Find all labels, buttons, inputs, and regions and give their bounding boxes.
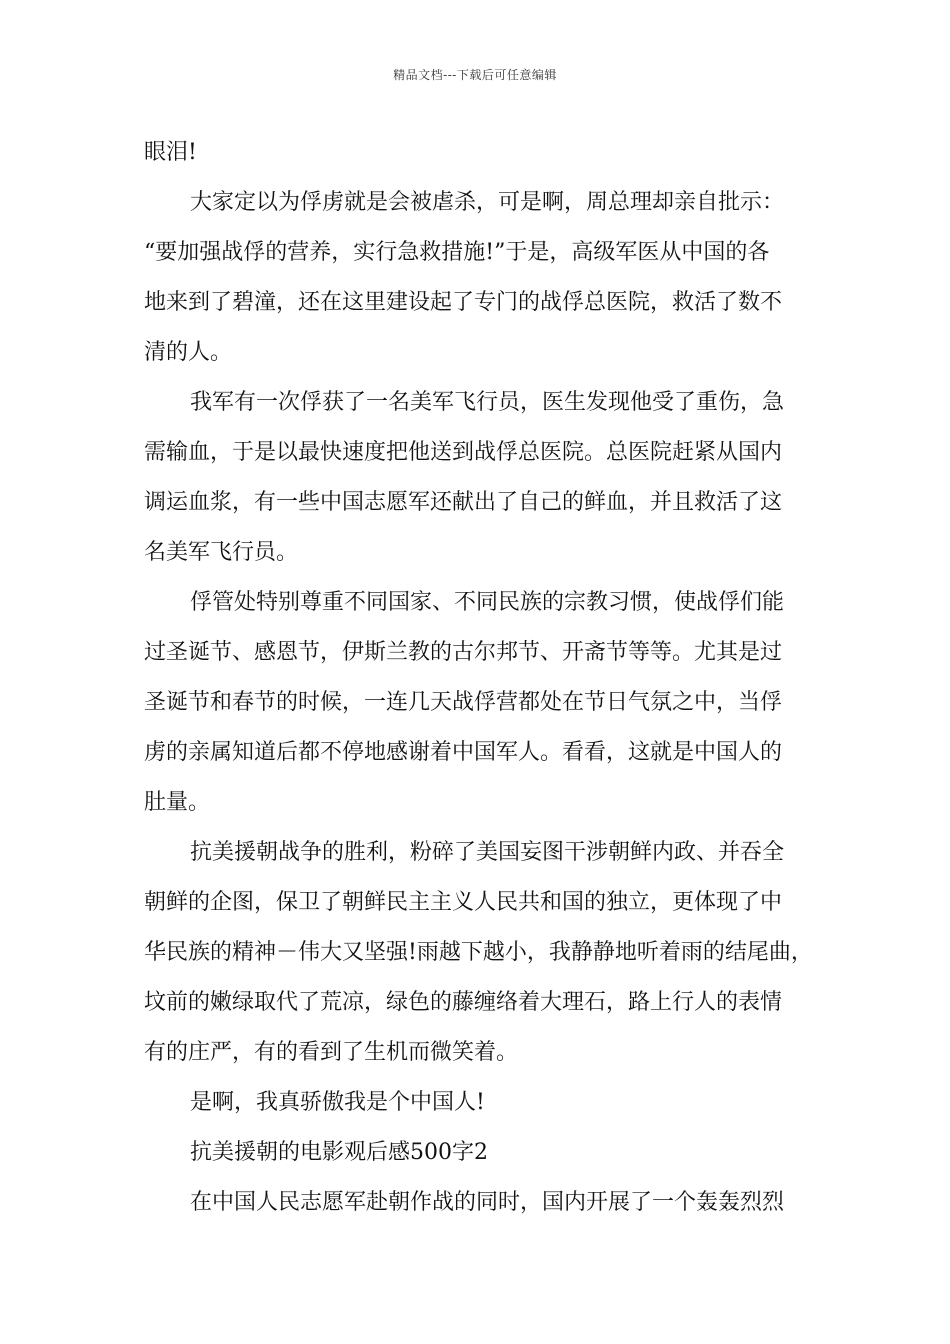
text-line: 坟前的嫩绿取代了荒凉，绿色的藤缠络着大理石，路上行人的表情 — [144, 990, 783, 1015]
text-line: 调运血浆，有一些中国志愿军还献出了自己的鲜血，并且救活了这 — [144, 490, 783, 515]
text-line: 虏的亲属知道后都不停地感谢着中国军人。看看，这就是中国人的 — [144, 740, 783, 765]
text-line: 朝鲜的企图，保卫了朝鲜民主主义人民共和国的独立，更体现了中 — [144, 890, 783, 915]
text-line: 在中国人民志愿军赴朝作战的同时，国内开展了一个轰轰烈烈 — [190, 1190, 785, 1215]
text-line: 地来到了碧潼，还在这里建设起了专门的战俘总医院，救活了数不 — [144, 290, 783, 315]
document-body — [144, 128, 834, 1228]
text-line: 华民族的精神－伟大又坚强!雨越下越小，我静静地听着雨的结尾曲， — [144, 940, 813, 965]
text-line: 我军有一次俘获了一名美军飞行员，医生发现他受了重伤，急 — [190, 390, 785, 415]
text-line: 俘管处特别尊重不同国家、不同民族的宗教习惯，使战俘们能 — [190, 590, 785, 615]
text-line: 名美军飞行员。 — [144, 540, 299, 565]
text-line: 有的庄严，有的看到了生机而微笑着。 — [144, 1040, 519, 1065]
text-line: 大家定以为俘虏就是会被虐杀，可是啊，周总理却亲自批示： — [190, 190, 785, 215]
text-line: 抗美援朝战争的胜利，粉碎了美国妄图干涉朝鲜内政、并吞全 — [190, 840, 785, 865]
text-line: 眼泪! — [144, 140, 197, 165]
section-title: 抗美援朝的电影观后感500字2 — [190, 1140, 488, 1165]
text-line: 过圣诞节、感恩节，伊斯兰教的古尔邦节、开斋节等等。尤其是过 — [144, 640, 783, 665]
text-line: 需输血，于是以最快速度把他送到战俘总医院。总医院赶紧从国内 — [144, 440, 783, 465]
text-line: 是啊，我真骄傲我是个中国人! — [190, 1090, 485, 1115]
page-header: 精品文档---下载后可任意编辑 — [393, 68, 557, 82]
text-line: 圣诞节和春节的时候，一连几天战俘营都处在节日气氛之中，当俘 — [144, 690, 783, 715]
text-line: “要加强战俘的营养，实行急救措施!”于是，高级军医从中国的各 — [144, 240, 770, 265]
text-line: 肚量。 — [144, 790, 211, 815]
text-line: 清的人。 — [144, 340, 233, 365]
